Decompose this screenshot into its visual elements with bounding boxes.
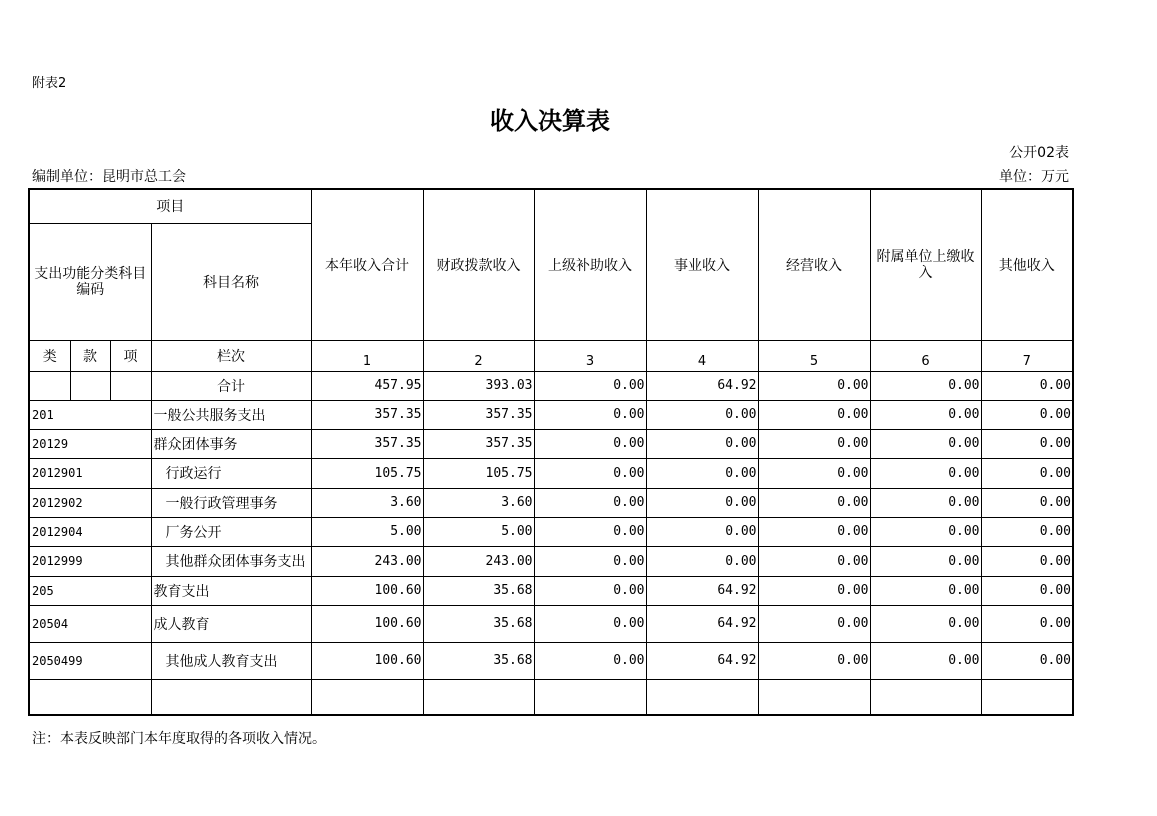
table-row <box>29 488 1073 517</box>
col-number-6: 6 <box>870 340 981 371</box>
col-number-7: 7 <box>981 340 1073 371</box>
row-value: 64.92 <box>646 576 758 605</box>
name-header: 科目名称 <box>151 223 311 340</box>
row-code: 205 <box>29 576 151 605</box>
row-value: 5.00 <box>423 517 534 546</box>
row-code: 2012902 <box>29 488 151 517</box>
empty-cell <box>311 679 423 715</box>
empty-cell <box>151 679 311 715</box>
table-row <box>29 429 1073 458</box>
col-header-2: 财政拨款收入 <box>423 189 534 340</box>
table-row <box>29 576 1073 605</box>
row-value: 105.75 <box>311 458 423 488</box>
col-header-7: 其他收入 <box>981 189 1073 340</box>
col-header-4: 事业收入 <box>646 189 758 340</box>
footnote: 注：本表反映部门本年度取得的各项收入情况。 <box>32 731 326 747</box>
row-name: 一般行政管理事务 <box>151 488 311 517</box>
table-row <box>29 458 1073 488</box>
row-name: 行政运行 <box>151 458 311 488</box>
row-value: 0.00 <box>870 429 981 458</box>
row-value: 0.00 <box>646 517 758 546</box>
row-value: 100.60 <box>311 605 423 642</box>
row-value: 357.35 <box>423 429 534 458</box>
page-title: 收入决算表 <box>490 107 610 135</box>
table-row <box>29 546 1073 576</box>
code-header: 支出功能分类科目编码 <box>29 223 151 340</box>
row-value: 105.75 <box>423 458 534 488</box>
col-number-4: 4 <box>646 340 758 371</box>
row-value: 0.00 <box>534 458 646 488</box>
col-header-6: 附属单位上缴收入 <box>870 189 981 340</box>
organization-label: 编制单位：昆明市总工会 <box>32 169 186 185</box>
table-row <box>29 400 1073 429</box>
row-value: 357.35 <box>311 429 423 458</box>
row-name: 群众团体事务 <box>151 429 311 458</box>
sub-header-lei: 类 <box>29 340 70 371</box>
row-value: 0.00 <box>534 429 646 458</box>
empty-cell <box>981 679 1073 715</box>
total-value: 0.00 <box>758 371 870 400</box>
row-value: 0.00 <box>758 458 870 488</box>
col-header-5: 经营收入 <box>758 189 870 340</box>
empty-cell <box>423 679 534 715</box>
row-value: 0.00 <box>981 576 1073 605</box>
row-value: 35.68 <box>423 576 534 605</box>
row-value: 0.00 <box>981 488 1073 517</box>
col-header-3: 上级补助收入 <box>534 189 646 340</box>
income-table <box>28 188 1074 716</box>
empty-row <box>29 679 1073 715</box>
row-code: 20129 <box>29 429 151 458</box>
row-value: 0.00 <box>646 546 758 576</box>
total-value: 457.95 <box>311 371 423 400</box>
attachment-label: 附表2 <box>32 76 67 91</box>
row-value: 0.00 <box>758 400 870 429</box>
row-value: 0.00 <box>981 546 1073 576</box>
row-value: 5.00 <box>311 517 423 546</box>
empty-cell <box>534 679 646 715</box>
row-value: 0.00 <box>870 458 981 488</box>
sub-header-kuan: 款 <box>70 340 110 371</box>
row-value: 0.00 <box>870 642 981 679</box>
total-value: 64.92 <box>646 371 758 400</box>
row-value: 0.00 <box>646 429 758 458</box>
empty-cell <box>29 679 151 715</box>
row-value: 64.92 <box>646 642 758 679</box>
row-value: 0.00 <box>646 400 758 429</box>
row-code: 201 <box>29 400 151 429</box>
row-value: 100.60 <box>311 642 423 679</box>
row-value: 0.00 <box>646 488 758 517</box>
row-value: 0.00 <box>646 458 758 488</box>
row-value: 0.00 <box>758 605 870 642</box>
row-code: 2012901 <box>29 458 151 488</box>
row-value: 0.00 <box>758 488 870 517</box>
row-value: 243.00 <box>423 546 534 576</box>
row-value: 0.00 <box>534 546 646 576</box>
row-value: 0.00 <box>758 429 870 458</box>
row-value: 0.00 <box>758 642 870 679</box>
row-name: 教育支出 <box>151 576 311 605</box>
table-row <box>29 642 1073 679</box>
col-header-1: 本年收入合计 <box>311 189 423 340</box>
row-code: 2012999 <box>29 546 151 576</box>
row-value: 3.60 <box>311 488 423 517</box>
total-label: 合计 <box>151 371 311 400</box>
row-name: 一般公共服务支出 <box>151 400 311 429</box>
row-value: 0.00 <box>534 642 646 679</box>
table-row <box>29 605 1073 642</box>
empty-cell <box>646 679 758 715</box>
row-value: 0.00 <box>870 576 981 605</box>
row-value: 0.00 <box>534 488 646 517</box>
row-value: 0.00 <box>758 517 870 546</box>
form-number: 公开02表 <box>1009 145 1069 161</box>
row-value: 0.00 <box>870 400 981 429</box>
row-value: 357.35 <box>311 400 423 429</box>
row-name: 厂务公开 <box>151 517 311 546</box>
row-value: 0.00 <box>534 517 646 546</box>
row-value: 0.00 <box>981 429 1073 458</box>
row-value: 0.00 <box>981 458 1073 488</box>
empty-cell <box>870 679 981 715</box>
row-value: 0.00 <box>870 488 981 517</box>
row-value: 0.00 <box>534 576 646 605</box>
unit-label: 单位：万元 <box>999 169 1069 185</box>
row-value: 3.60 <box>423 488 534 517</box>
total-value: 393.03 <box>423 371 534 400</box>
row-value: 0.00 <box>981 605 1073 642</box>
row-code: 20504 <box>29 605 151 642</box>
row-value: 0.00 <box>534 400 646 429</box>
empty-cell <box>29 371 70 400</box>
col-number-5: 5 <box>758 340 870 371</box>
total-value: 0.00 <box>981 371 1073 400</box>
row-value: 0.00 <box>981 517 1073 546</box>
row-value: 0.00 <box>534 605 646 642</box>
table-row <box>29 517 1073 546</box>
row-value: 357.35 <box>423 400 534 429</box>
row-value: 64.92 <box>646 605 758 642</box>
empty-cell <box>758 679 870 715</box>
row-value: 0.00 <box>981 642 1073 679</box>
row-value: 0.00 <box>870 546 981 576</box>
total-row <box>29 371 1073 400</box>
sub-header-xiang: 项 <box>110 340 151 371</box>
row-value: 243.00 <box>311 546 423 576</box>
row-code: 2012904 <box>29 517 151 546</box>
row-value: 0.00 <box>981 400 1073 429</box>
empty-cell <box>70 371 110 400</box>
col-number-3: 3 <box>534 340 646 371</box>
total-value: 0.00 <box>534 371 646 400</box>
empty-cell <box>110 371 151 400</box>
col-number-1: 1 <box>311 340 423 371</box>
row-code: 2050499 <box>29 642 151 679</box>
row-value: 100.60 <box>311 576 423 605</box>
row-name: 其他成人教育支出 <box>151 642 311 679</box>
row-value: 35.68 <box>423 605 534 642</box>
project-header: 项目 <box>29 189 311 223</box>
row-value: 0.00 <box>870 517 981 546</box>
row-name: 成人教育 <box>151 605 311 642</box>
row-value: 0.00 <box>758 576 870 605</box>
row-value: 0.00 <box>870 605 981 642</box>
row-name: 其他群众团体事务支出 <box>151 546 311 576</box>
col-number-2: 2 <box>423 340 534 371</box>
row-value: 35.68 <box>423 642 534 679</box>
column-row-label: 栏次 <box>151 340 311 371</box>
total-value: 0.00 <box>870 371 981 400</box>
row-value: 0.00 <box>758 546 870 576</box>
